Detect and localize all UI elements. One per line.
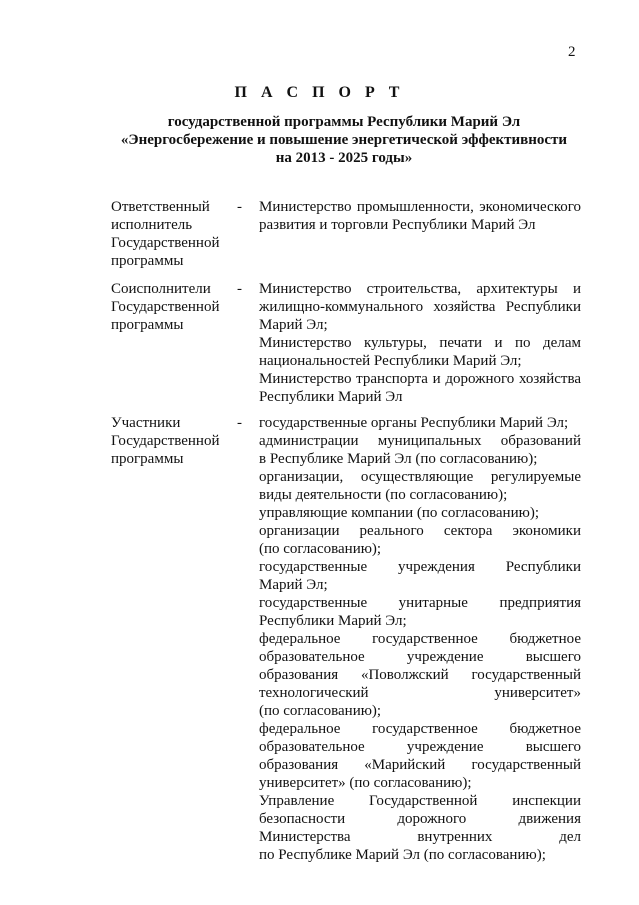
label-line: исполнитель [111,217,193,233]
content-word: печати [439,335,483,351]
content-word: архитектуры [476,281,558,297]
content-line [259,702,581,720]
content-word: Республики [505,299,581,315]
content-line [259,432,581,450]
content-word: хозяйства [433,299,496,315]
page-number: 2 [568,44,576,60]
content-line [259,792,581,810]
content-word: по Республике Марий Эл (по согласованию); [259,847,546,863]
content-line [259,540,581,558]
content-word: дорожного [397,811,467,827]
content-word: развития и торговли Республики Марий Эл [259,217,536,233]
content-word: образовательное [259,739,365,755]
content-word: Министерство [259,335,352,351]
label-line: программы [111,253,184,269]
content-word: предприятия [499,595,581,611]
content-line [259,828,581,846]
content-line [259,558,581,576]
content-word: образования [259,667,339,683]
content-word: национальностей Республики Марий Эл; [259,353,522,369]
content-line [259,774,581,792]
content-word: образования [259,757,339,773]
content-word: унитарные [398,595,468,611]
content-line [259,756,581,774]
content-word: учреждение [406,649,484,665]
content-word: организации, [259,469,344,485]
content-line [259,352,581,370]
content-word: Марий Эл; [259,317,328,333]
content-word: делам [543,335,581,351]
label-line: Государственной [111,235,220,251]
content-word: дел [559,829,581,845]
content-word: реального [359,523,424,539]
content-word: государственный [471,757,581,773]
content-word: Министерства [259,829,351,845]
label-line: программы [111,451,184,467]
content-word: администрации [259,433,359,449]
content-word: Министерство [259,199,352,215]
content-word: университет» (по согласованию); [259,775,472,791]
content-word: сектора [443,523,493,539]
label-line: Государственной [111,433,220,449]
content-word: муниципальных [377,433,482,449]
label-line: Участники [111,415,181,431]
content-word: высшего [525,649,581,665]
content-line [259,738,581,756]
content-word: образований [500,433,581,449]
row-label [111,414,236,468]
row-dash: - [237,281,242,297]
content-line [259,846,581,864]
content-word: осуществляющие [360,469,474,485]
row-content [259,198,581,234]
content-line [259,594,581,612]
program-subtitle [60,113,628,167]
content-word: виды деятельности (по согласованию); [259,487,508,503]
content-line [259,316,581,334]
subtitle-line: на 2013 - 2025 годы» [275,150,413,166]
content-word: Министерство [259,371,352,387]
content-word: бюджетное [509,721,581,737]
content-line [259,810,581,828]
content-line [259,576,581,594]
row-content [259,280,581,406]
content-word: внутренних [417,829,493,845]
content-word: жилищно-коммунального [259,299,424,315]
content-word: регулируемые [490,469,581,485]
content-word: и [494,335,503,351]
content-word: учреждения [398,559,475,575]
content-word: строительства, [366,281,462,297]
content-line [259,450,581,468]
content-line [259,648,581,666]
content-word: «Марийский [364,757,446,773]
content-word: Республики [505,559,581,575]
content-line [259,504,581,522]
label-line: Ответственный [111,199,210,215]
content-line [259,370,581,388]
row-content [259,414,581,864]
passport-title: П А С П О Р Т [234,84,405,101]
content-line [259,388,581,406]
content-word: управляющие компании (по согласованию); [259,505,539,521]
content-word: технологический [259,685,369,701]
content-word: промышленности, [356,199,474,215]
content-word: образовательное [259,649,365,665]
content-word: высшего [525,739,581,755]
content-word: «Поволжский [360,667,449,683]
content-word: Республики Марий Эл [259,389,403,405]
content-word: государственные [259,559,368,575]
content-word: и [432,371,441,387]
content-word: государственное [372,721,478,737]
content-line [259,414,581,432]
subtitle-line: «Энергосбережение и повышение энергетической эффективности [120,132,568,148]
content-word: учреждение [406,739,484,755]
content-word: государственные [259,595,368,611]
content-word: университет» [494,685,581,701]
content-line [259,468,581,486]
content-word: в Республике Марий Эл (по согласованию); [259,451,538,467]
content-line [259,522,581,540]
content-word: культуры, [363,335,427,351]
content-word: Государственной [368,793,478,809]
subtitle-line: государственной программы Республики Марий Эл [167,114,521,130]
content-word: организации [259,523,340,539]
content-line [259,298,581,316]
content-word: (по согласованию); [259,703,382,719]
content-word: государственный [471,667,581,683]
row-label [111,198,236,270]
content-line [259,334,581,352]
content-word: экономики [512,523,581,539]
content-word: по [515,335,531,351]
content-word: Марий Эл; [259,577,328,593]
content-line [259,216,581,234]
content-word: и [572,281,581,297]
label-line: Соисполнители [111,281,211,297]
content-word: хозяйства [518,371,581,387]
content-word: федеральное [259,631,341,647]
content-word: безопасности [259,811,346,827]
content-word: бюджетное [509,631,581,647]
content-word: инспекции [512,793,581,809]
content-word: Республики Марий Эл; [259,613,407,629]
content-line [259,684,581,702]
content-line [259,720,581,738]
content-word: федеральное [259,721,341,737]
content-word: государственное [372,631,478,647]
content-word: Министерство [259,281,352,297]
content-word: (по согласованию); [259,541,382,557]
label-line: Государственной [111,299,220,315]
content-word: государственные органы Республики Марий Эл; [259,415,569,431]
row-dash: - [237,415,242,431]
content-line [259,666,581,684]
row-dash: - [237,199,242,215]
content-word: Управление [259,793,335,809]
content-word: дорожного [445,371,515,387]
content-line [259,630,581,648]
content-line [259,280,581,298]
label-line: программы [111,317,184,333]
content-line [259,486,581,504]
content-word: движения [518,811,581,827]
content-word: экономического [479,199,581,215]
row-label [111,280,236,334]
content-line [259,198,581,216]
content-line [259,612,581,630]
content-word: транспорта [356,371,428,387]
